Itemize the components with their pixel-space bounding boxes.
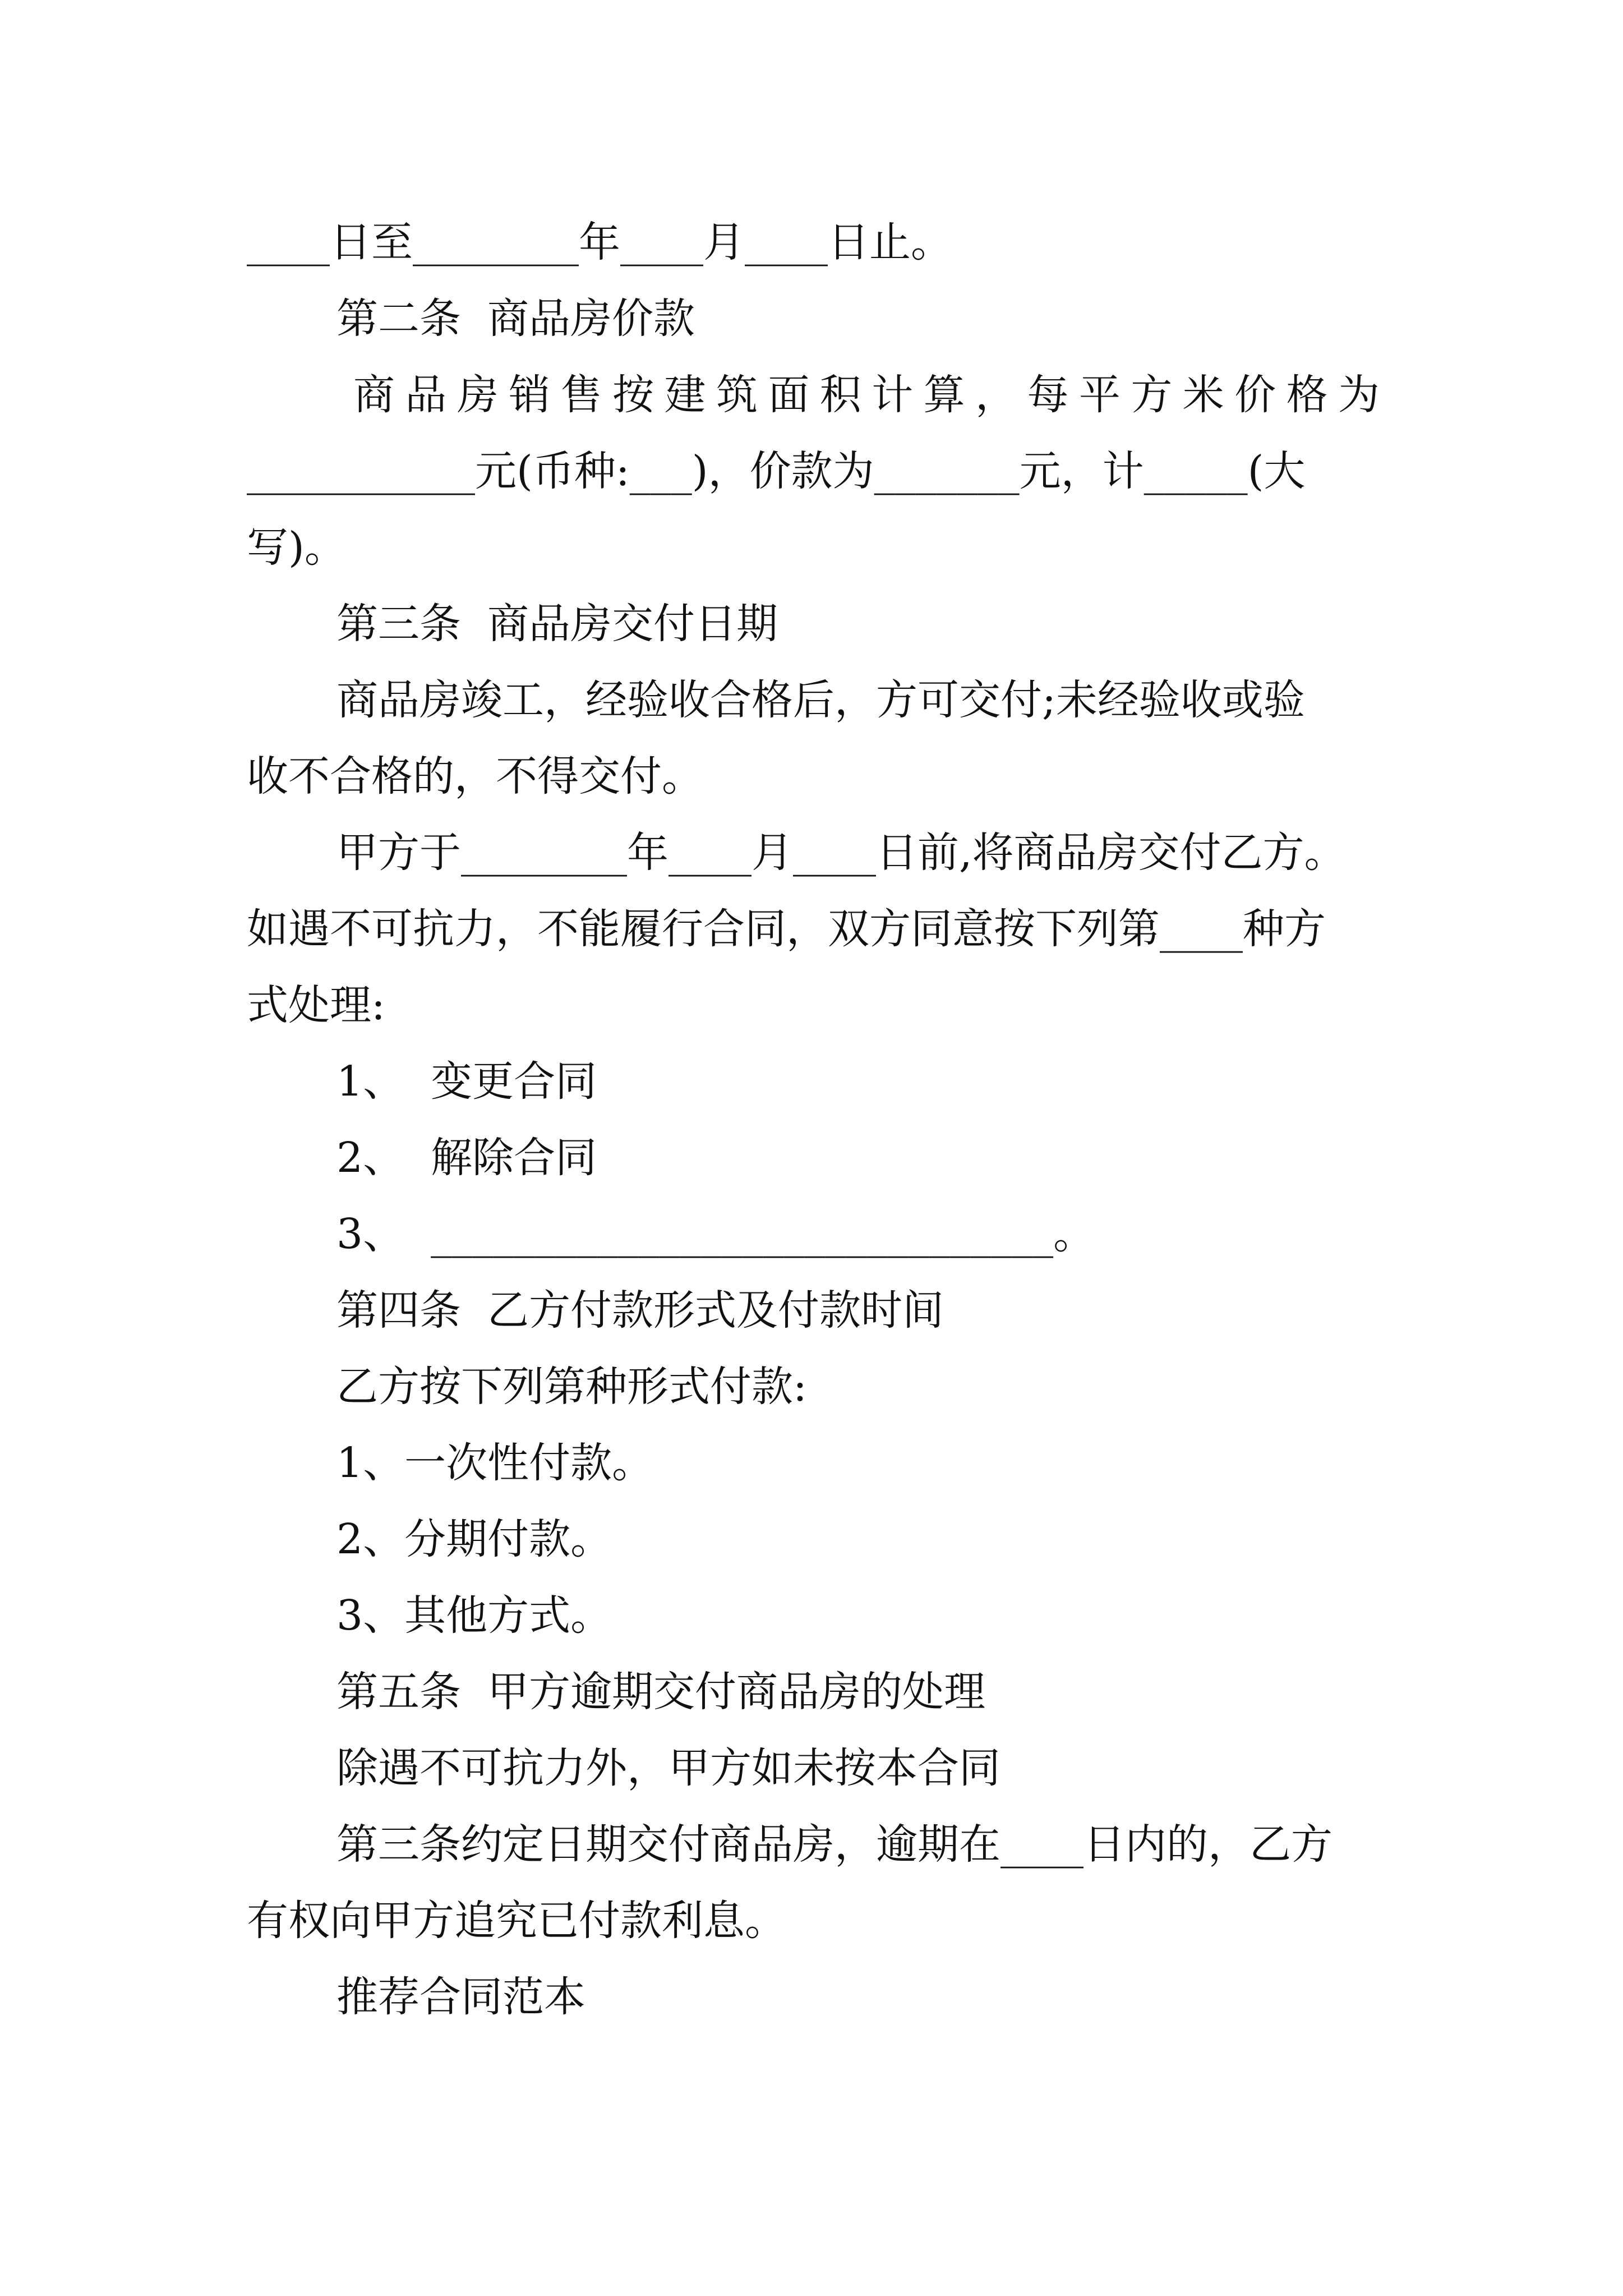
text-line: 甲方于________年____月____日前,将商品房交付乙方。: [336, 829, 1346, 877]
section-heading: 第四条 乙方付款形式及付款时间: [336, 1286, 944, 1335]
text-line: ____日至________年____月____日止。: [247, 218, 952, 266]
text-line: 推荐合同范本: [336, 1973, 585, 2021]
list-item: 3、 ______________________________。: [336, 1210, 1095, 1258]
list-item: 1、一次性付款。: [336, 1439, 654, 1487]
list-item: 3、其他方式。: [336, 1591, 612, 1640]
section-heading: 第五条 甲方逾期交付商品房的处理: [336, 1668, 986, 1716]
text-line: 乙方按下列第种形式付款:: [336, 1363, 807, 1411]
text-line: 商品房竣工，经验收合格后，方可交付;未经验收或验: [336, 676, 1305, 724]
section-heading: 第二条 商品房价款: [336, 295, 695, 343]
text-line: 有权向甲方追究已付款利息。: [247, 1897, 786, 1945]
text-line: 如遇不可抗力，不能履行合同，双方同意按下列第____种方: [247, 905, 1326, 953]
text-line: 式处理:: [247, 981, 385, 1029]
text-line: 第三条约定日期交付商品房，逾期在____日内的，乙方: [336, 1820, 1332, 1869]
text-line: 收不合格的，不得交付。: [247, 752, 703, 800]
section-heading: 第三条 商品房交付日期: [336, 600, 778, 648]
list-item: 2、 解除合同: [336, 1134, 597, 1182]
text-line: ___________元(币种:___)，价款为_______元，计_____(大: [247, 447, 1306, 495]
text-line: 写)。: [247, 523, 346, 572]
list-item: 1、 变更合同: [336, 1057, 597, 1106]
text-line: 除遇不可抗力外，甲方如未按本合同: [336, 1744, 1000, 1792]
text-line: 商品房销售按建筑面积计算，每平方米价格为: [353, 371, 1380, 419]
list-item: 2、分期付款。: [336, 1515, 612, 1563]
